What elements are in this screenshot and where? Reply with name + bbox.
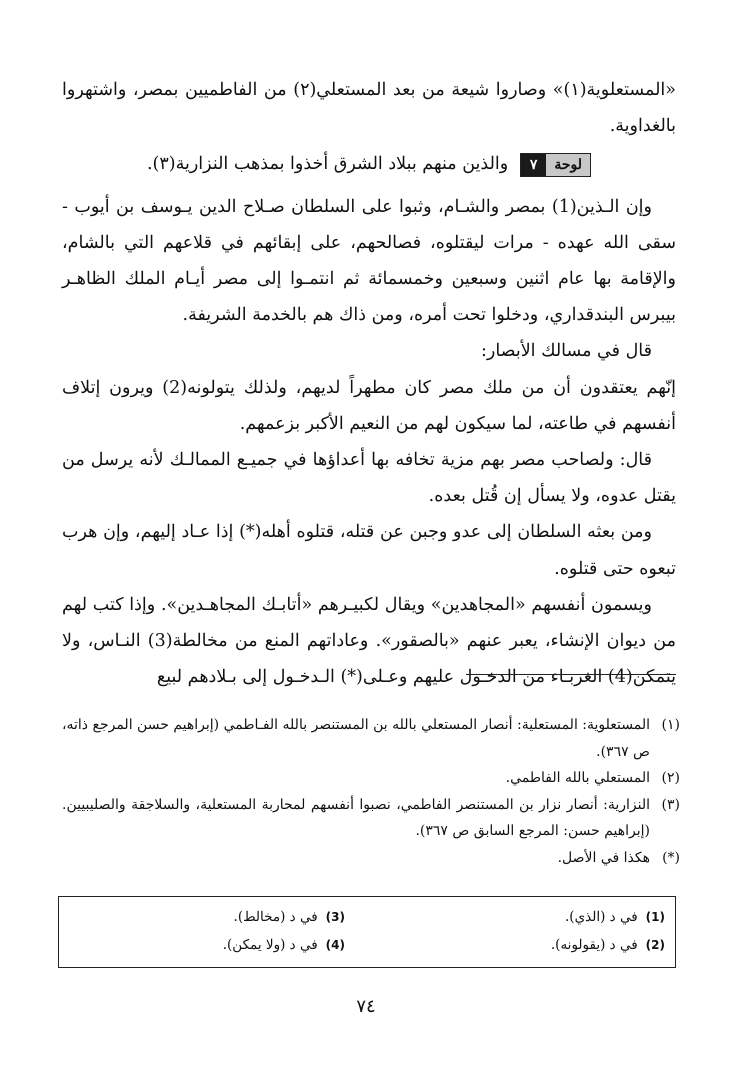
paragraph-2: وإن الـذين(1) بمصر والشـام، وثبوا على السلطان صـلاح الدين يـوسف بن أيوب - سقى الله عهده - مرات ليقتلوه، فصالحهم، على إبقائهم في قلاعهم التي بالشام، والإقامة بها عام اثنين وسبعين وخمسمائة ثم انتمـوا إلى مصر أيـام الملك الظاهـر بيبرس البندقداري، ودخلوا تحت أمره، ومن ذاك هم بالخدمة الشريفة. [62,196,676,326]
paragraph-3: قال في مسالك الأبصار: [480,341,652,362]
footnote-divider [466,674,676,675]
plate-number: ٧ [521,154,547,176]
variant-text: في د (الذي). [565,909,638,925]
page-number: ٧٤ [356,996,376,1017]
footnote-text: المستعلوية: المستعلية: أنصار المستعلي بالله بن المستنصر بالله الفـاطمي (إبراهيم حسن المرجع ذاته، ص ٣٦٧). [62,717,650,760]
footnote-item [62,712,680,765]
plate-badge [520,153,591,177]
variant-item [223,937,345,953]
variant-text: في د (يقولونه). [550,937,638,953]
footnote-item [62,792,680,845]
footnote-marker: (١) [661,717,680,733]
section-heading [62,146,676,182]
variant-marker: (2) [645,938,665,952]
plate-label: لوحة [546,154,590,176]
paragraph-1: «المستعلوية(١)» وصاروا شيعة من بعد المستعلي(٢) من الفاطميين بمصر، واشتهروا بالغداوية. [62,80,676,137]
variant-item [565,909,665,925]
variant-marker: (3) [325,910,345,924]
variant-text: في د (مخالط). [233,909,318,925]
footnote-marker: (٢) [661,770,680,786]
footnote-text: هكذا في الأصل. [557,849,650,866]
paragraph-6: ومن بعثه السلطان إلى عدو وجبن عن قتله، قتلوه أهله(*) إذا عـاد إليهم، وإن هرب تبعوه حتى قتلوه. [62,522,676,579]
heading-text: والذين منهم ببلاد الشرق أخذوا بمذهب النزارية(٣). [146,154,509,175]
footnote-marker: (*) [662,849,680,866]
footnote-text: النزارية: أنصار نزار بن المستنصر الفاطمي، نصبوا أنفسهم لمحاربة المستعلية، والسلاجقة والصليبيين. (إبراهيم حسن: المرجع السابق ص ٣٦٧). [62,796,650,839]
variant-text: في د (ولا يمكن). [222,937,318,953]
footnotes [62,712,680,871]
variant-marker: (1) [645,910,665,924]
footnote-marker: (٣) [661,796,680,813]
footnote-item [62,845,680,872]
paragraph-4: إنّهم يعتقدون أن من ملك مصر كان مطهراً لديهم، ولذلك يتولونه(2) ويرون إتلاف أنفسهم في طاعته، لما سيكون لهم من النعيم الأكبر بزعمهم. [62,377,676,434]
variant-item [551,937,665,953]
main-text [62,72,676,695]
manuscript-variants-box [58,896,676,968]
footnote-text: المستعلي بالله الفاطمي. [505,770,650,786]
paragraph-5: قال: ولصاحب مصر بهم مزية تخافه بها أعداؤها في جميـع الممالـك لأنه يرسل من يقتل عدوه، ولا يسأل إن قُتل بعده. [62,450,676,507]
variant-item [234,909,345,925]
paragraph-7: ويسمون أنفسهم «المجاهدين» ويقال لكبيـرهم «أتابـك المجاهـدين». وإذا كتب لهم من ديوان الإنشاء، يعبر عنهم «بالصقور». وعاداتهم المنع من مخالطة(3) النـاس، ولا يتمكن(4) الغربـاء من الدخـول عليهم وعـلى(*) الـدخـول إلى بـلادهم لبيع [62,594,676,688]
footnote-item [62,765,680,792]
variant-marker: (4) [325,938,345,952]
